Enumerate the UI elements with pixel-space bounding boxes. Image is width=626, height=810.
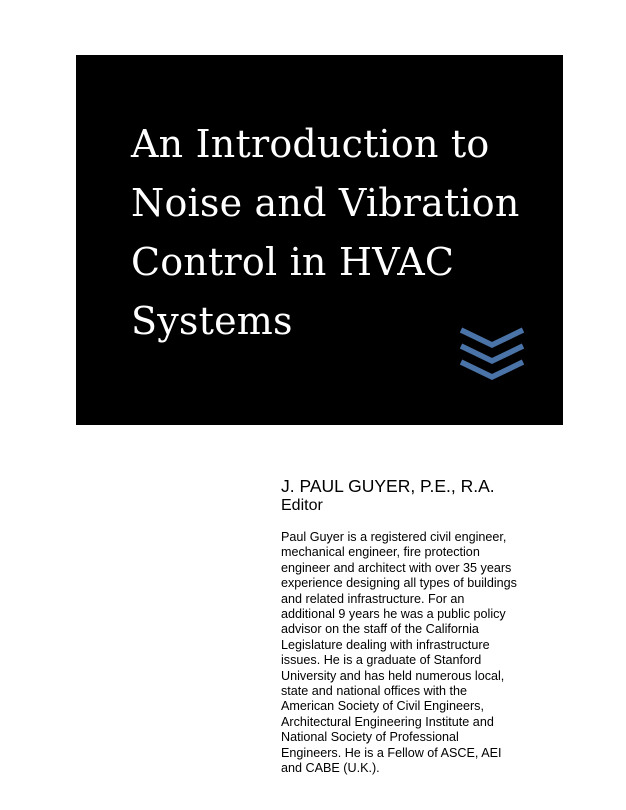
- bio-line: advisor on the staff of the California: [281, 622, 479, 637]
- cover-title-block: [76, 55, 563, 425]
- title-line: Systems: [131, 299, 293, 343]
- chevron-stroke: [461, 362, 523, 377]
- bio-line: University and has held numerous local,: [281, 668, 505, 683]
- title-line: Noise and Vibration: [131, 181, 520, 225]
- bio-line: American Society of Civil Engineers,: [281, 699, 484, 714]
- bio-line: and CABE (U.K.).: [281, 761, 380, 776]
- bio-line: National Society of Professional: [281, 730, 459, 745]
- bio-line: Legislature dealing with infrastructure: [281, 637, 490, 652]
- author-bio: [281, 530, 581, 777]
- bio-line: and related infrastructure. For an: [281, 591, 465, 606]
- book-title: [131, 115, 551, 351]
- author-role: Editor: [281, 497, 323, 514]
- triple-chevron-down-icon: [459, 327, 525, 383]
- bio-line: Paul Guyer is a registered civil engineer,: [281, 530, 507, 544]
- bio-line: additional 9 years he was a public policy: [281, 607, 506, 622]
- author-section: [281, 476, 581, 516]
- bio-line: state and national offices with the: [281, 684, 467, 699]
- bio-line: engineer and architect with over 35 years: [281, 560, 512, 575]
- chevron-stroke: [461, 346, 523, 361]
- bio-line: Architectural Engineering Institute and: [281, 714, 494, 729]
- title-line: Control in HVAC: [131, 240, 455, 284]
- bio-line: issues. He is a graduate of Stanford: [281, 653, 482, 668]
- title-line: An Introduction to: [131, 122, 490, 166]
- bio-line: Engineers. He is a Fellow of ASCE, AEI: [281, 745, 502, 760]
- bio-line: experience designing all types of buildings: [281, 576, 517, 591]
- bio-line: mechanical engineer, fire protection: [281, 545, 480, 560]
- chevron-stroke: [461, 330, 523, 345]
- author-name: J. PAUL GUYER, P.E., R.A.: [281, 476, 495, 496]
